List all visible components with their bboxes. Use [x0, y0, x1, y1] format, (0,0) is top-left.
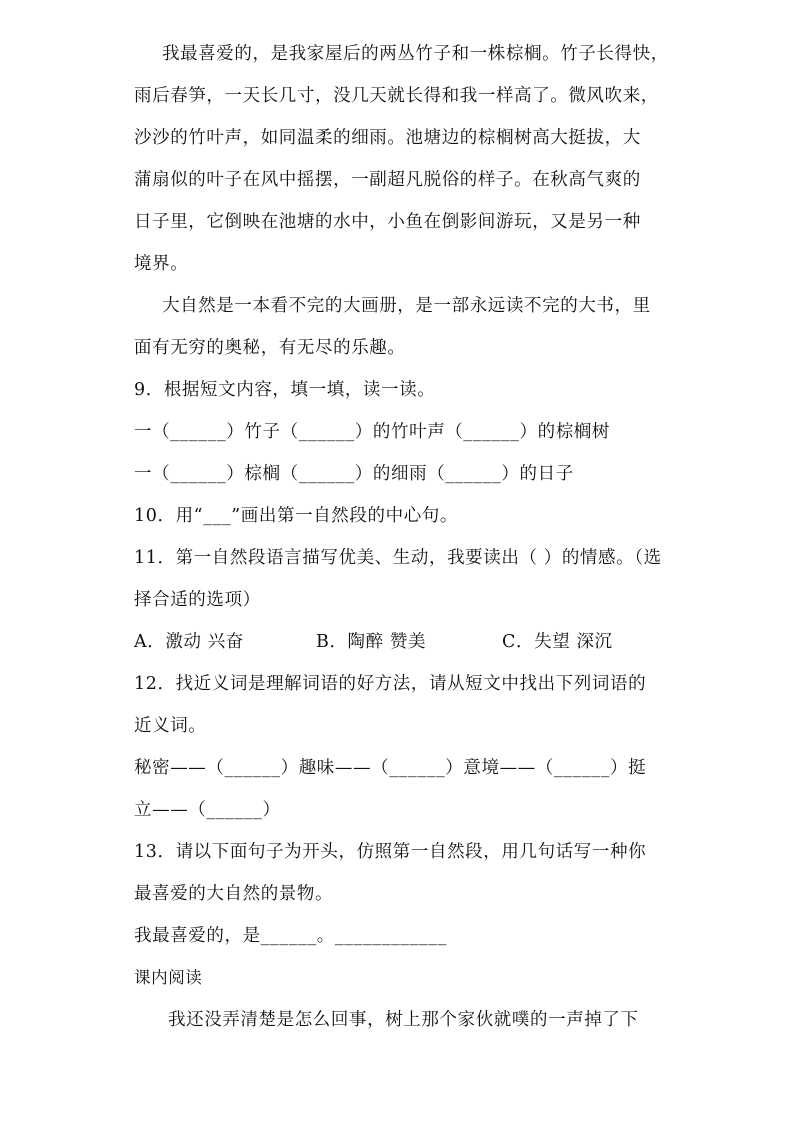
section2-line-1: 我还没弄清楚是怎么回事，树上那个家伙就噗的一声掉了下 — [168, 1010, 639, 1030]
passage-p1-line-5: 日子里，它倒映在池塘的水中，小鱼在倒影间游玩，又是另一种 — [134, 212, 641, 232]
question-13-title-2: 最喜爱的大自然的景物。 — [134, 884, 334, 904]
passage-p1-line-4: 蒲扇似的叶子在风中摇摆，一副超凡脱俗的样子。在秋高气爽的 — [134, 170, 641, 190]
question-12-title-1: 12．找近义词是理解词语的好方法，请从短文中找出下列词语的 — [134, 674, 647, 694]
question-13-answer-line: 我最喜爱的，是______。____________ — [134, 926, 448, 946]
passage-p1-line-2: 雨后春笋，一天长几寸，没几天就长得和我一样高了。微风吹来， — [134, 86, 659, 106]
question-12-title-2: 近义词。 — [134, 716, 207, 736]
passage-p1-line-6: 境界。 — [134, 254, 189, 274]
question-11-option-b: B．陶醉 赞美 — [316, 632, 427, 652]
question-12-blanks-2: 立——（______） — [134, 800, 281, 820]
question-12-blanks-1: 秘密——（______）趣味——（______）意境——（______）挺 — [134, 758, 647, 778]
passage-p1-line-3: 沙沙的竹叶声，如同温柔的细雨。池塘边的棕榈树高大挺拔，大 — [134, 128, 641, 148]
passage-p1-line-1: 我最喜爱的，是我家屋后的两丛竹子和一株棕榈。竹子长得快， — [162, 44, 669, 64]
section-heading: 课内阅读 — [134, 968, 203, 987]
passage-p2-line-1: 大自然是一本看不完的大画册，是一部永远读不完的大书，里 — [162, 296, 651, 316]
question-10-title: 10．用“___”画出第一自然段的中心句。 — [134, 506, 459, 526]
question-13-title-1: 13．请以下面句子为开头，仿照第一自然段，用几句话写一种你 — [134, 842, 647, 862]
question-9-blanks-1: 一（______）竹子（______）的竹叶声（______）的棕榈树 — [134, 422, 610, 442]
question-9-title: 9．根据短文内容，填一填，读一读。 — [134, 380, 436, 400]
passage-p2-line-2: 面有无穷的奥秘，有无尽的乐趣。 — [134, 338, 406, 358]
question-9-blanks-2: 一（______）棕榈（______）的细雨（______）的日子 — [134, 464, 574, 484]
question-11-option-a: A．激动 兴奋 — [134, 632, 244, 652]
question-11-title-2: 择合适的选项） — [134, 590, 261, 610]
question-11-title-1: 11．第一自然段语言描写优美、生动，我要读出（ ）的情感。（选 — [134, 548, 662, 568]
question-11-option-c: C．失望 深沉 — [502, 632, 613, 652]
